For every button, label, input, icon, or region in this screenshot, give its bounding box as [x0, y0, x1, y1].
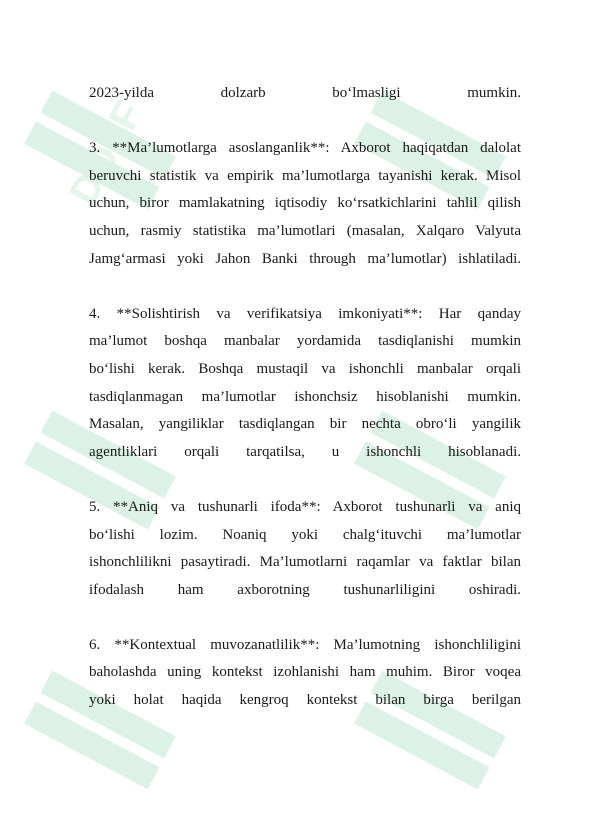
paragraph-continuation: [89, 80, 521, 108]
text-line: agentliklari orqali tarqatilsa, u ishonchli hisoblanadi.: [89, 443, 521, 460]
svg-text:DOFF: DOFF: [61, 94, 152, 212]
text-line: bo‘lishi lozim. Noaniq yoki chalg‘ituvchi ma’lumotlar: [89, 526, 521, 543]
text-line: yoki holat haqida kengroq kontekst bilan birga berilgan: [89, 692, 521, 709]
paragraph-item-4: [89, 301, 521, 467]
text-line: baholashda uning kontekst izohlanishi ham muhim. Biror voqea: [89, 664, 521, 681]
document-body: [89, 80, 521, 715]
text-line: tasdiqlanmagan ma’lumotlar ishonchsiz hisoblanishi mumkin.: [89, 388, 521, 405]
text-line: 3. **Ma’lumotlarga asoslanganlik**: Axborot haqiqatdan dalolat: [89, 140, 521, 157]
text-line: 4. **Solishtirish va verifikatsiya imkoniyati**: Har qanday: [89, 305, 521, 322]
text-line: 6. **Kontextual muvozanatlilik**: Ma’lumotning ishonchliligini: [89, 636, 521, 653]
text-line: beruvchi statistik va empirik ma’lumotlarga tayanishi kerak. Misol: [89, 167, 521, 184]
text-line: uchun, rasmiy statistika ma’lumotlari (masalan, Xalqaro Valyuta: [89, 222, 521, 239]
text-line: ifodalash ham axborotning tushunarliligini oshiradi.: [89, 581, 521, 598]
text-line: Masalan, yangiliklar tasdiqlangan bir nechta obro‘li yangilik: [89, 416, 521, 433]
text-line: ishonchlilikni pasaytiradi. Ma’lumotlarni raqamlar va faktlar bilan: [89, 554, 521, 571]
text-line: 5. **Aniq va tushunarli ifoda**: Axborot tushunarli va aniq: [89, 498, 521, 515]
text-line: Jamg‘armasi yoki Jahon Banki through ma’lumotlar) ishlatiladi.: [89, 250, 521, 267]
text-line: bo‘lishi kerak. Boshqa mustaqil va ishonchli manbalar orqali: [89, 360, 521, 377]
text-line: uchun, biror mamlakatning iqtisodiy ko‘rsatkichlarini tahlil qilish: [89, 195, 521, 212]
paragraph-item-6: [89, 632, 521, 715]
paragraph-item-3: [89, 135, 521, 273]
text-line: ma’lumot boshqa manbalar yordamida tasdiqlanishi mumkin: [89, 333, 521, 350]
text-line: 2023-yilda dolzarb bo‘lmasligi mumkin.: [89, 85, 521, 101]
paragraph-item-5: [89, 494, 521, 604]
